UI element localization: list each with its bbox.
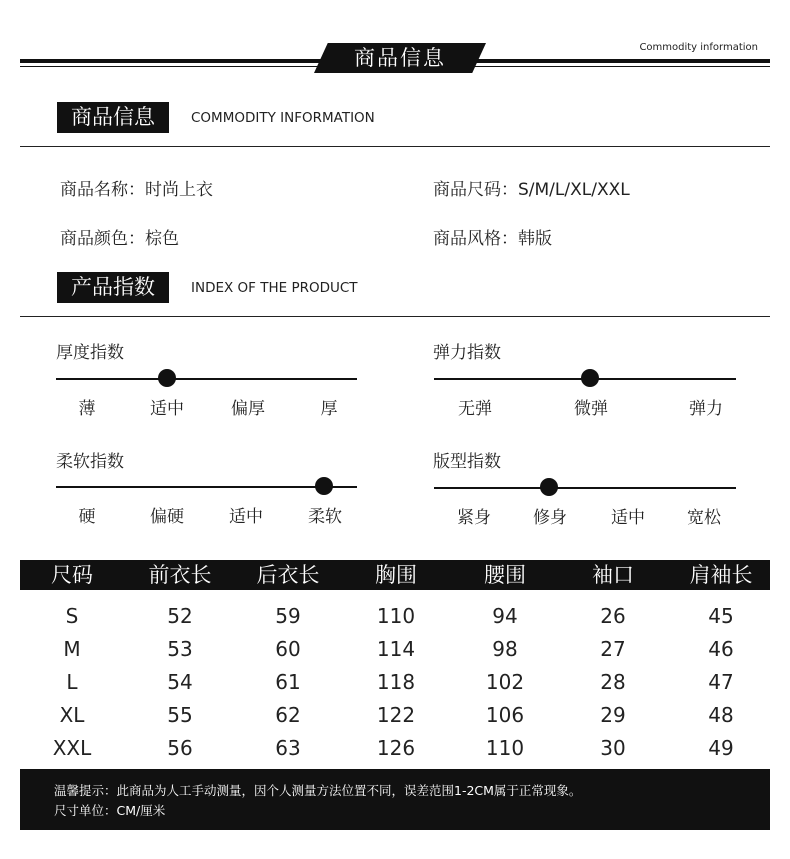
table-cell: 52 (167, 604, 193, 628)
section-subtitle-commodity: COMMODITY INFORMATION (191, 110, 375, 126)
info-name: 商品名称：时尚上衣 (60, 180, 213, 200)
info-style: 商品风格：韩版 (433, 229, 552, 249)
index-track-thickness (56, 378, 357, 380)
table-cell: 29 (600, 703, 626, 727)
table-cell: 27 (600, 637, 626, 661)
info-size: 商品尺码：S/M/L/XL/XXL (433, 180, 630, 200)
table-cell: L (66, 670, 78, 694)
index-marker-softness (315, 477, 333, 495)
table-cell: 106 (485, 703, 525, 727)
section-title-commodity: 商品信息 (57, 102, 169, 133)
table-cell: 59 (275, 604, 301, 628)
header-title: 商品信息 (354, 46, 446, 70)
index-label: 无弹 (458, 399, 492, 419)
index-label: 弹力 (689, 399, 723, 419)
index-label: 厚 (320, 399, 338, 419)
table-cell: S (65, 604, 79, 628)
index-label: 适中 (150, 399, 184, 419)
table-cell: 60 (275, 637, 301, 661)
size-table-header-cell: 后衣长 (256, 563, 320, 587)
table-cell: 62 (275, 703, 301, 727)
table-cell: 110 (376, 604, 416, 628)
index-label: 适中 (229, 507, 263, 527)
section-rule-2 (20, 316, 770, 317)
index-marker-fit (540, 478, 558, 496)
section-subtitle-index: INDEX OF THE PRODUCT (191, 280, 358, 296)
info-color: 商品颜色：棕色 (60, 229, 179, 249)
table-cell: 55 (167, 703, 193, 727)
index-label: 偏厚 (231, 399, 265, 419)
index-label: 宽松 (687, 508, 721, 528)
table-cell: 26 (600, 604, 626, 628)
table-cell: 114 (376, 637, 416, 661)
measurement-note-box (20, 769, 770, 830)
table-cell: XXL (52, 736, 92, 760)
table-cell: 61 (275, 670, 301, 694)
table-cell: 122 (376, 703, 416, 727)
table-cell: 118 (376, 670, 416, 694)
index-label: 微弹 (574, 399, 608, 419)
index-label: 硬 (78, 507, 96, 527)
size-table-header-cell: 袖口 (592, 563, 634, 587)
table-cell: 102 (485, 670, 525, 694)
table-cell: 63 (275, 736, 301, 760)
table-cell: 110 (485, 736, 525, 760)
index-label: 偏硬 (150, 507, 184, 527)
table-cell: 94 (492, 604, 518, 628)
index-title-thickness: 厚度指数 (56, 343, 124, 363)
table-cell: XL (59, 703, 85, 727)
index-label: 修身 (533, 508, 567, 528)
table-cell: 47 (708, 670, 734, 694)
table-cell: 49 (708, 736, 734, 760)
index-label: 柔软 (308, 507, 342, 527)
measurement-note: 温馨提示：此商品为人工手动测量，因个人测量方法位置不同，误差范围1-2CM属于正常现象。 (54, 783, 582, 798)
table-cell: 45 (708, 604, 734, 628)
index-title-softness: 柔软指数 (56, 452, 124, 472)
table-cell: 56 (167, 736, 193, 760)
index-label: 薄 (78, 399, 96, 419)
table-cell: 48 (708, 703, 734, 727)
index-title-elasticity: 弹力指数 (433, 343, 501, 363)
index-label: 适中 (611, 508, 645, 528)
table-cell: 30 (600, 736, 626, 760)
index-title-fit: 版型指数 (433, 452, 501, 472)
table-cell: M (63, 637, 81, 661)
section-rule-1 (20, 146, 770, 147)
size-table-header-cell: 前衣长 (148, 563, 212, 587)
size-table-header-cell: 腰围 (484, 563, 526, 587)
index-marker-elasticity (581, 369, 599, 387)
table-cell: 126 (376, 736, 416, 760)
index-track-fit (434, 487, 736, 489)
size-table-header-cell: 尺码 (51, 563, 93, 587)
table-cell: 98 (492, 637, 518, 661)
table-cell: 46 (708, 637, 734, 661)
table-cell: 28 (600, 670, 626, 694)
size-table-header-cell: 肩袖长 (689, 563, 753, 587)
table-cell: 53 (167, 637, 193, 661)
section-title-index: 产品指数 (57, 272, 169, 303)
index-marker-thickness (158, 369, 176, 387)
size-unit-note: 尺寸单位：CM/厘米 (54, 803, 166, 818)
index-label: 紧身 (457, 508, 491, 528)
table-cell: 54 (167, 670, 193, 694)
header-subtitle: Commodity information (639, 42, 758, 53)
size-table-header-cell: 胸围 (375, 563, 417, 587)
index-track-softness (56, 486, 357, 488)
